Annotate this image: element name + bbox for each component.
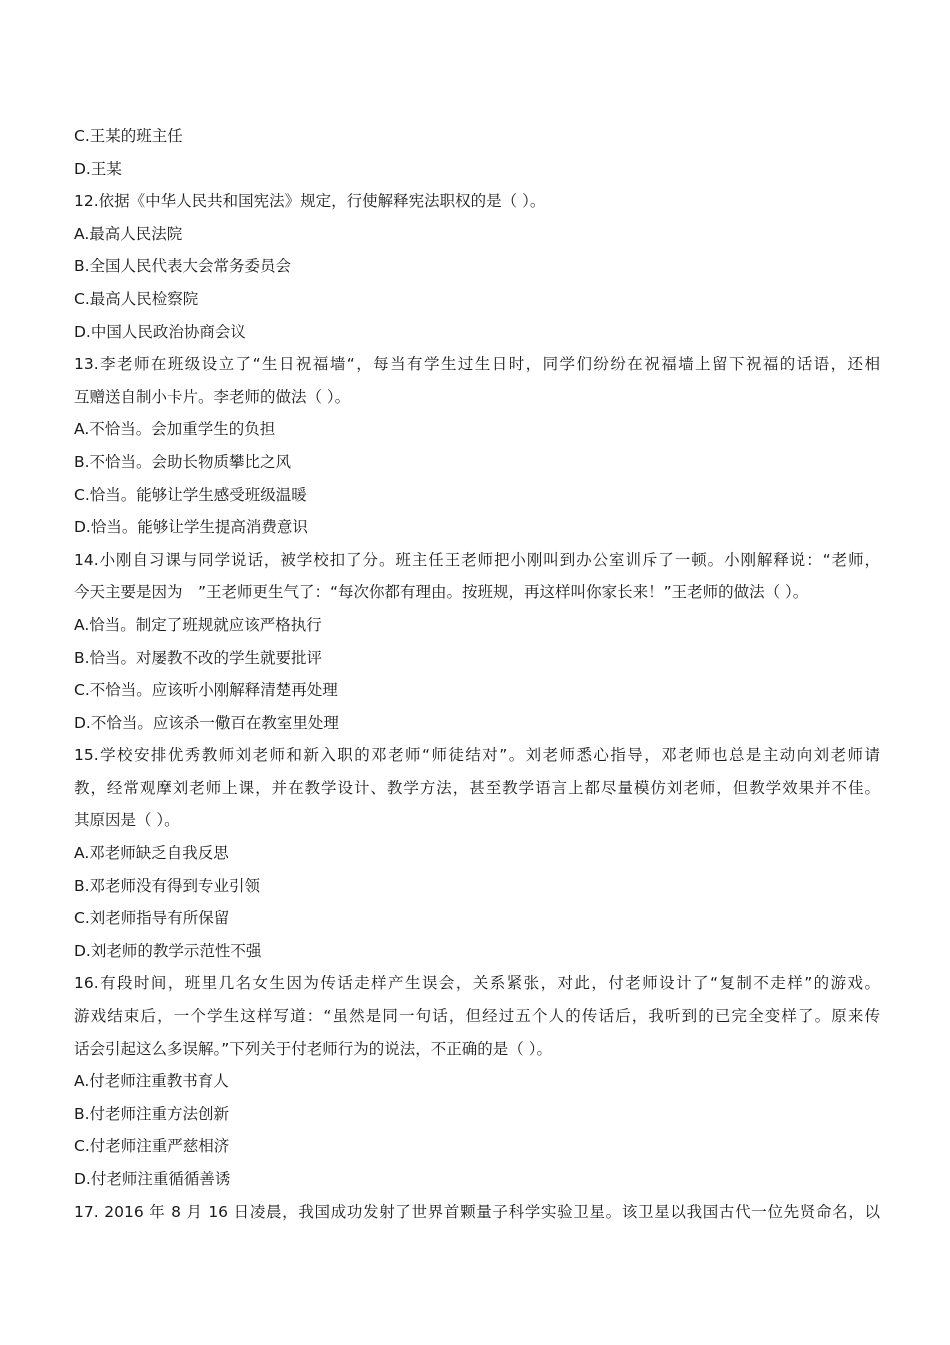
answer-option: A.邓老师缺乏自我反思: [74, 844, 229, 863]
answer-option: D.中国人民政治协商会议: [74, 322, 246, 341]
question-stem: [74, 1196, 880, 1229]
answer-option: C.恰当。能够让学生感受班级温暖: [74, 485, 307, 504]
answer-option: D.付老师注重循循善诱: [74, 1170, 231, 1188]
answer-option: C.刘老师指导有所保留: [74, 909, 230, 928]
answer-option: B.恰当。对屡教不改的学生就要批评: [74, 648, 323, 667]
question-text-line: 16.有段时间，班里几名女生因为传话走样产生误会，关系紧张，对此，付老师设计了“复制不走样”的游戏。: [74, 974, 880, 993]
question-text-line: 15.学校安排优秀教师刘老师和新入职的邓老师“师徒结对”。刘老师悉心指导，邓老师也总是主动向刘老师请: [74, 746, 880, 765]
question-text-line: 17. 2016 年 8 月 16 日凌晨，我国成功发射了世界首颗量子科学实验卫星。该卫星以我国古代一位先贤命名，以: [74, 1202, 880, 1221]
question-text-line: 游戏结束后，一个学生这样写道：“虽然是同一句话，但经过五个人的传话后，我听到的已完全变样了。原来传: [74, 1007, 880, 1026]
question-text-line: 互赠送自制小卡片。李老师的做法（ ）。: [74, 387, 351, 406]
question-text-line: 其原因是（ ）。: [74, 811, 180, 830]
answer-option: C.付老师注重严慈相济: [74, 1137, 230, 1156]
question-text-line: 14.小刚自习课与同学说话，被学校扣了分。班主任王老师把小刚叫到办公室训斥了一顿。小刚解释说：“老师，: [74, 550, 880, 569]
question-text-line: 教，经常观摩刘老师上课，并在教学设计、教学方法，甚至教学语言上都尽量模仿刘老师，但教学效果并不佳。: [74, 778, 880, 797]
answer-option: D.不恰当。应该杀一儆百在教室里处理: [74, 713, 339, 732]
question-stem: [74, 185, 880, 218]
answer-option: B.全国人民代表大会常务委员会: [74, 257, 292, 276]
answer-option: C.不恰当。应该听小刚解释清楚再处理: [74, 681, 338, 700]
answer-option: C.王某的班主任: [74, 127, 183, 145]
question-stem: [74, 739, 880, 837]
answer-option: D.刘老师的教学示范性不强: [74, 941, 262, 960]
answer-option: A.恰当。制定了班规就应该严格执行: [74, 615, 322, 634]
answer-option: A.付老师注重教书育人: [74, 1072, 229, 1091]
answer-option: D.王某: [74, 159, 122, 178]
answer-option: C.最高人民检察院: [74, 289, 199, 308]
answer-option: D.恰当。能够让学生提高消费意识: [74, 518, 308, 537]
question-text-line: 13.李老师在班级设立了“生日祝福墙“，每当有学生过生日时，同学们纷纷在祝福墙上留下祝福的话语，还相: [74, 355, 880, 374]
question-text-line: 12.依据《中华人民共和国宪法》规定，行使解释宪法职权的是（ ）。: [74, 192, 546, 211]
question-stem: [74, 348, 880, 413]
answer-option: B.不恰当。会助长物质攀比之风: [74, 452, 292, 471]
question-stem: [74, 967, 880, 1065]
answer-option: A.不恰当。会加重学生的负担: [74, 420, 276, 439]
answer-option: A.最高人民法院: [74, 224, 183, 243]
question-stem: [74, 544, 880, 609]
answer-option: B.付老师注重方法创新: [74, 1104, 230, 1123]
answer-option: B.邓老师没有得到专业引领: [74, 876, 261, 895]
document-page: [74, 120, 880, 1228]
question-text-line: 话会引起这么多误解。”下列关于付老师行为的说法，不正确的是（ ）。: [74, 1039, 552, 1058]
question-text-line: 今天主要是因为 ”王老师更生气了：“每次你都有理由。按班规，再这样叫你家长来！”王老师的做法（ ）。: [74, 583, 809, 602]
